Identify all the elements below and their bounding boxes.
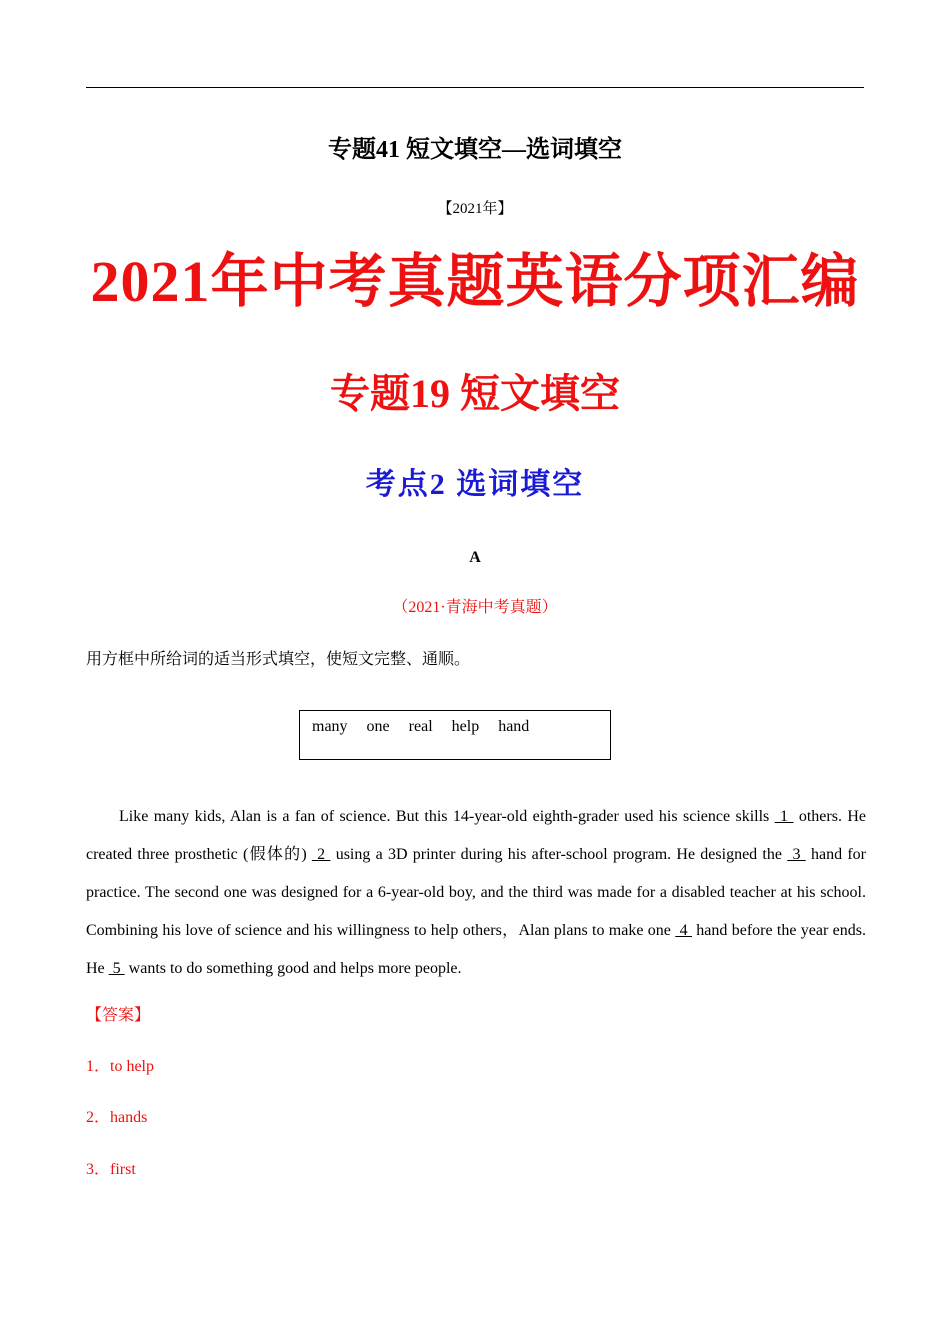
instruction-text: 用方框中所给词的适当形式填空，使短文完整、通顺。 bbox=[86, 651, 471, 668]
word-bank-item: hand bbox=[498, 718, 530, 735]
year-tag: 【2021年】 bbox=[437, 201, 513, 217]
blank-5: 5 bbox=[108, 960, 125, 977]
word-bank-item: real bbox=[408, 718, 433, 735]
passage-text: wants to do something good and helps more people. bbox=[124, 960, 462, 977]
header-title: 专题41 短文填空—选词填空 bbox=[328, 137, 622, 163]
passage-text: hand for practice. The second one was designed for a 6-year-old boy, and the third was made for a disabled teacher at his school. Combining his love of science and his willingness to help others，Alan plans to make one bbox=[86, 846, 867, 939]
passage-text: Like many kids, Alan is a fan of science. But this 14-year-old eighth-grader used his science skills bbox=[119, 808, 775, 825]
passage-text: using a 3D printer during his after-school program. He designed the bbox=[330, 846, 788, 863]
word-bank-item: help bbox=[451, 718, 480, 735]
passage-paragraph bbox=[86, 798, 866, 988]
answer-item-2: 2．hands bbox=[86, 1109, 148, 1126]
blank-2: 2 bbox=[311, 846, 331, 863]
answer-item-1: 1．to help bbox=[86, 1058, 154, 1075]
answer-item-3: 3．first bbox=[86, 1161, 136, 1178]
header-rule bbox=[86, 87, 864, 88]
answer-label: 【答案】 bbox=[86, 1007, 151, 1024]
point-title: 考点2 选词填空 bbox=[365, 468, 585, 501]
blank-4: 4 bbox=[675, 922, 692, 939]
word-bank-box bbox=[299, 710, 611, 760]
word-bank-item: many bbox=[312, 718, 348, 735]
blank-3: 3 bbox=[787, 846, 806, 863]
word-bank-item: one bbox=[366, 718, 390, 735]
passage-text: hand before the year ends. He bbox=[86, 922, 867, 977]
blank-1: 1 bbox=[774, 808, 794, 825]
section-letter: A bbox=[469, 549, 481, 566]
main-title: 2021年中考真题英语分项汇编 bbox=[90, 249, 860, 314]
sub-title: 专题19 短文填空 bbox=[330, 371, 620, 416]
question-source: （2021·青海中考真题） bbox=[392, 599, 558, 616]
passage-text: others. He created three prosthetic (假体的) bbox=[86, 808, 866, 863]
